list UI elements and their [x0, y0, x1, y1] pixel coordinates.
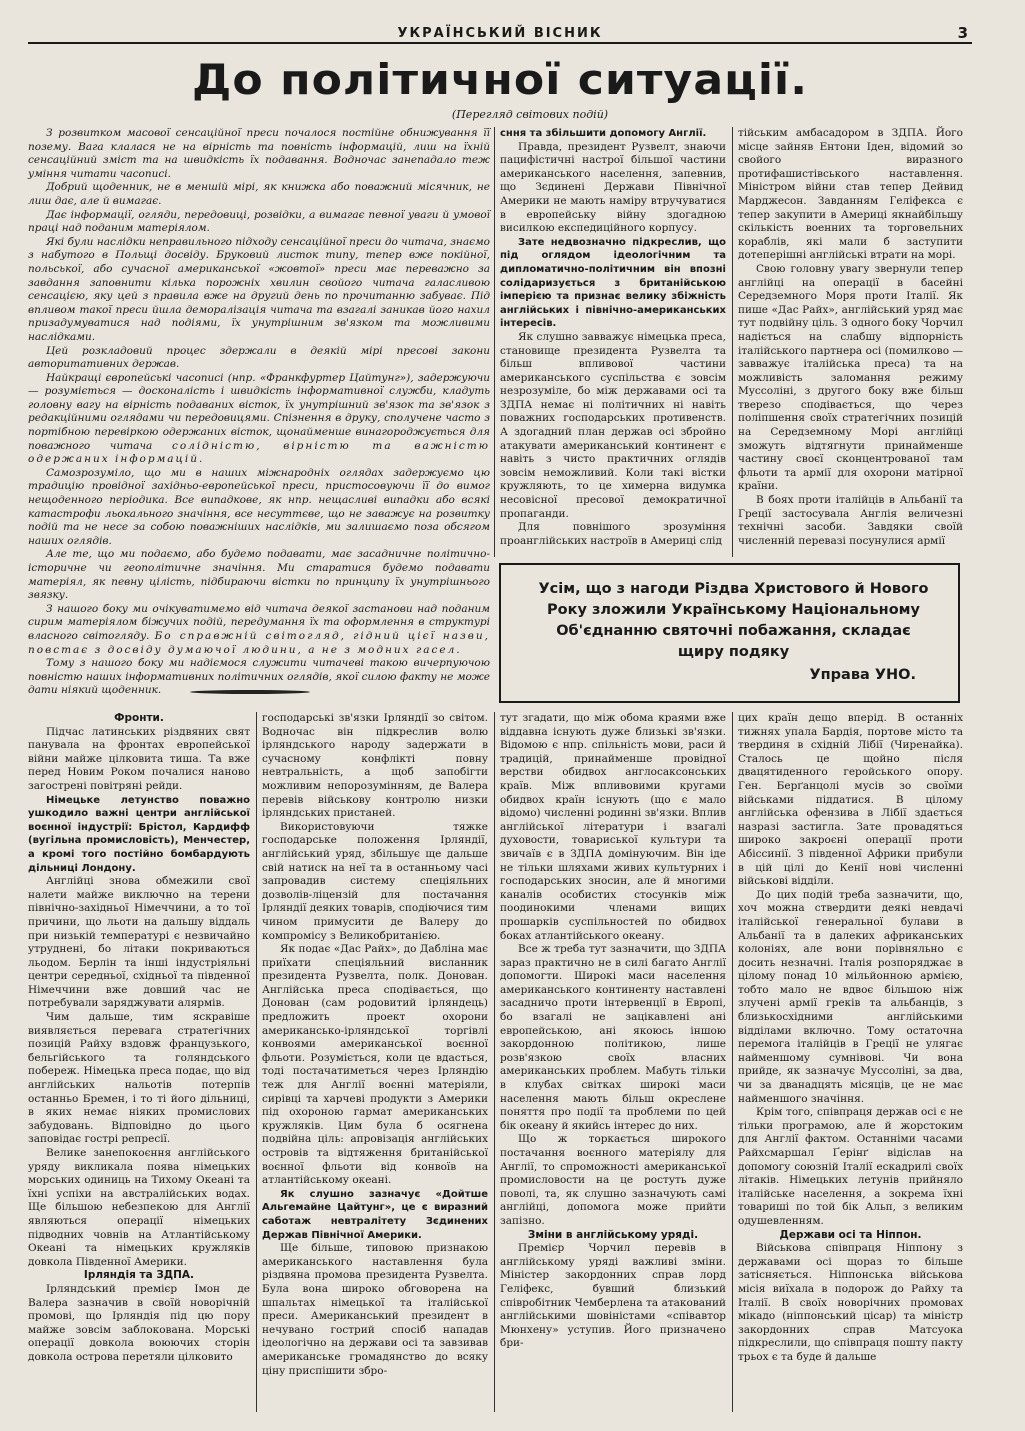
paragraph: господарські зв'язки Ірляндії зо світом. Водночас він підкреслив волю ірляндського народу задержати в сучасному конфлікті повну невтральність, а щоб запобігти можливим непорозумінням, де Валера перевів військову контролю низки ірляндських пристаней. — [262, 712, 488, 820]
paragraph: Свою головну увагу звернули тепер англійці на операції в басейні Середземного Моря проти Італії. Як пише «Дас Райх», англійський уряд має тут подвійну ціль. З одного боку Чорчил надіється на слабшу відпорність італійського партнера осі (помилково — завважує італійська преса) та на можливість заломання режиму Муссоліні, з другого боку вже більш тверезо сподівається, що через поліпшення своїх стратегічних позицій на Середземному Морі англійці зможуть відтягнути принайменше частину своєї сконцентрованої там фльоти та армії для охорони матірної країни. — [738, 262, 963, 493]
section-divider — [190, 690, 310, 694]
page-number: 3 — [957, 24, 968, 42]
column-rule — [732, 712, 733, 1412]
paragraph: Чим дальше, тим яскравіше виявляється перевага стратегічних позицій Райху вздовж французького, бельгійського та голяндського побереж. Німецька преса подає, що від англійських нальотів потерпів останньо Бремен, і то ті його дільниці, в яких немає ніяких промислових забудовань. Відповідно до цього заповідає гострі репресії. — [28, 1011, 250, 1146]
paragraph: Англійці знова обмежили свої налети майже виключно на терени північно-західньої Німеччини, а то тої причини, що льоти на дальшу віддаль при низькій температурі є незвичайно утруднені, бо літаки покриваються льодом. Берлін та інші індустріяльні центри середньої, східньої та південної Німеччини вже довший час не потребували заряджувати алярмів. — [28, 875, 250, 1010]
paragraph: Підчас латинських різдвяних свят панувала на фронтах европейської війни майже цілковита тишa. Та вже перед Новим Роком почалися наново загострені повітряні рейди. — [28, 725, 250, 792]
greeting-signature: Управа УНО. — [809, 667, 916, 683]
paragraph: Для повнішого зрозуміння проанглійських настроїв в Америці слід — [500, 521, 726, 547]
intro-paragraph: Тому з нашого боку ми надіємося служити читачеві такою вичерпуючою повністю наших інформативних політичних оглядів, якої силою факту не може дати ніякий щоденник. — [28, 657, 490, 697]
column-4-bottom — [738, 712, 963, 1417]
paragraph: тійським амбасадором в ЗДПА. Його місце зайняв Ентони Іден, відомий зо свойого виразного протифашистівського наставлення. Міністром війни став тепер Дейвид Марджесон. Завданням Геліфекса є тепер закупити в Америці якнайбільшу скількість военних та торговельних кораблів, які мали б заступити дотеперішні англійські втрати на морі. — [738, 127, 963, 262]
paragraph: Зате недвозначно підкреслив, що під оглядом ідеологічним та дипломатично-політичним він впозні солідаризується з британійською імперією та признає велику збіжність англійських і північно-американських інтересів. — [500, 236, 726, 330]
intro-paragraph: Найкращі європейські часописі (нпр. «Франкфуртер Цайтунг»), задержуючи — розуміється — досконалість і швидкість інформативної служби, кладуть головну вагу на вірність подаваних вісток, їх унутрішний зв'язок та зв'язок з редакційними оглядами чи передовицями. Спізнення в друку, сполучене часто з портібною перевіркою одержаних вісток, щонайменше винагороджується для поважного читача солідністю, вірністю та важністю одержаних інформацій. — [28, 371, 490, 466]
intro-paragraph: Цей розкладовий процес здержали в деякій мірі пресові закони авторитативних держав. — [28, 344, 490, 371]
section-title: Фронти. — [114, 712, 164, 724]
spaced-text: солідністю, вірністю та важністю одержаних інформацій. — [28, 439, 490, 466]
paragraph: тут згадати, що між обома краями вже віддавна існують дуже близькі зв'язки. Відомою є нпр. спільність мови, раси й традицій, принайменше провідної верстви обидвох англосаксонських країв. Між впливовими кругами обидвох країн існують (що є мало відомо) численні родинні зв'язки. Вплив англійської літератури і взагалі духовости, товариської культури та звичаїв є в ЗДПА домінуючим. Він іде не тільки шляхами живих культурних і господарських зносин, але й многими каналів особистих стосунків між поодинокими членами вищих прошарків суспільностей по обидвох боках атлантійського океану. — [500, 712, 726, 942]
greeting-box — [499, 563, 960, 703]
paragraph: Крім того, співпраця держав осі є не тільки програмою, але й жорстоким для Англії фактом. Останніми часами Райхсмаршал Ґерінґ відіслав на допомогу союзній Італії ескадрилі своїх літаків. Німецьких летунів прийняло італійське населення, а зокрема їхні товариші по той бік Альп, з великим одушевленням. — [738, 1106, 963, 1227]
intro-paragraph: Дає інформації, огляди, передовиці, розвідки, а вимагає певної уваги й умової праці над поданим матеріялом. — [28, 208, 490, 235]
paragraph: цих країн дещо вперід. В останніх тижнях упала Бардія, портове місто та твердиня в східній Лібії (Чиренайка). Сталось це щойно після двацятиденного геройського опору. Ген. Берґанцолі мусів зо своїми військами піддатися. В цілому англійська офензива в Лібії здається назразі застигла. Зате провадяться широко закроєні операції проти Абіссинії. З південної Африки прибули в цій цілі до Кенії нові численні військові відділи. — [738, 712, 963, 888]
paragraph: До цих подій треба зазначити, що, хоч можна ствердити деякі невдачі італійської генеральної булави в Альбанії та в далеких африканських колоніях, але вони порівняльно є досить незначні. Італія розпоряджає в цілому понад 10 мільйонною армією, тобто мало не вдвоє більшою ніж злучені армії греків та альбанців, з близькосхідними англійськими відділами включно. Тому остаточна перемога італійців в Греції не улягає найменшому сумнівові. Чи вона прийде, як зазначує Муссоліні, за два, чи за дванадцять місяців, це не має найменшого значіння. — [738, 888, 963, 1105]
column-3-top — [738, 127, 963, 557]
article-headline: До політичної ситуації. — [191, 55, 809, 104]
column-rule — [494, 712, 495, 1412]
section-title: Зміни в англійському уряді. — [527, 1228, 699, 1241]
column-2-bottom — [262, 712, 488, 1417]
intro-paragraph: Але те, що ми подаємо, або будемо подавати, має засадничне політично-історичне чи геополітичне значіння. Ми старатися будемо подавати матеріял, як певну цілість, підбираючи вістки по принципу їх унутрішнього звязку. — [28, 548, 490, 602]
paragraph: Військова співпраця Ніппону з державами осі щораз то більше затісняється. Ніппонська військова місія виїхала в подорож до Райху та Італії. В своїх новорічних промовах мікадо (ніппонський цісар) та міністр закордонних справ Матсуока підкреслили, що співпраця пошту пакту трьох є та буде й дальше — [738, 1242, 963, 1363]
paper-title: УКРАЇНСЬКИЙ ВІСНИК — [397, 26, 603, 41]
page-header — [28, 26, 972, 44]
paragraph: Ще більше, типовою признакою американського наставлення була різдвяна промова президента Рузвелта. Була вона широко обговорена на шпальтах німецької та італійської преси. Американський президент в нечувано гострий спосіб нападав ідеологічно на держави осі та завзивав американське громадянство до всяку ціну приспішити збро- — [262, 1242, 488, 1377]
column-rule — [732, 127, 733, 557]
column-rule — [494, 127, 495, 557]
paragraph: Як слушно завважує німецька преса, становище президента Рузвелта та більш впливової частини американського суспільства є зовсім незрозуміле, бо між державами осі та ЗДПА немає ні політичних ні навіть поважних господарських противенств. А здогадний план держав осі збройно атакувати американський континент є навіть з чисто практичних оглядів зовсім неможливий. Коли такі вістки кружляють, то це химерна видумка несовісної пресової демократичної пропаганди. — [500, 330, 726, 520]
greeting-message: Усім, що з нагоди Різдва Христового й Нового Року зложили Українському Національному Об'єднанню святочні побажання, складає щиру подяку — [538, 581, 929, 660]
article-subtitle: (Перегляд світових подій) — [451, 108, 609, 121]
paragraph: Правда, президент Рузвелт, знаючи пацифістичні настрої більшої частини американського населення, запевнив, що Зєдинені Держави Північної Америки не мають наміру втручуватися в европейську війну здогадною висилкою експедиційного корпусу. — [500, 140, 726, 235]
intro-paragraph: З розвитком масової сенсаційної преси почалося постійне обнижування її позему. Вага клалася не на вірність та повність інформацій, лиш на їхній сенсаційний зміст та на швидкість їх подавання. Водночас занепадало теж уміння читати часописі. — [28, 127, 490, 180]
section-title: Держави осі та Ніппон. — [779, 1228, 922, 1241]
paragraph: В боях проти італійців в Альбанії та Греції застосувала Англія величезні технічні засоби. Завдяки своїй численній перевазі посунулися армії — [738, 494, 963, 547]
column-2-top — [500, 127, 726, 557]
paragraph: Використовуючи тяжке господарське положення Ірляндії, англійський уряд, збільшує ще дальше свій натиск на неї та в останньому часі запровадив систему спеціяльних дозволів-ліцензій для постачання Ірляндії деяких товарів, сподіючися тим чином примусити де Валеру до компромісу з Великобританією. — [262, 820, 488, 942]
paragraph: сння та збільшити допомогу Англії. — [500, 128, 707, 139]
intro-paragraph: Самозрозуміло, що ми в наших міжнародніх оглядах задержуємо цю традицію провідної західньо-европейської преси, пристосовуючи її до вимог нещоденного періодика. Все випадкове, як нпр. нещасливі випадки або всякі катастрофи льокального значіння, все несуттєве, що не заважує на розвитку подій та не несе за собою поважніших наслідків, ми залишаємо поза обсягом наших оглядів. — [28, 466, 490, 547]
intro-paragraph: Добрий щоденник, не в меншій мірі, як книжка або поважний місячник, не лиш дає, але й вимагає. — [28, 181, 490, 207]
section-title: Ірляндія та ЗДПА. — [83, 1269, 195, 1282]
column-rule — [256, 712, 257, 1412]
column-1-bottom — [28, 712, 250, 1417]
paragraph: Німецьке летунство поважно ушкодило важні центри англійської воєнної індустрії: Брістол, Кардифф (вугільна промисловість), Менчестер, а кромі того постійно бомбардують дільниці Лондону. — [28, 794, 250, 874]
paragraph: Як подає «Дас Райх», до Дабліна має приїхати спеціяльний висланник президента Рузвелта, полк. Донован. Англійська преса сподівається, що Донован (сам родовитий ірляндець) предложить проект охорони американсько-ірляндської торгівлі конвоями американської воєнної фльоти. Розуміється, коли це вдасться, тоді постачатиметься через Ірляндію теж для Англії воєнні матеріяли, сирівці та харчеві продукти з Америки під охороною гармат американських кружляків. Цим була б осягнена подвійна ціль: апровізація англійських островів та відтяження британійської воєнної фльоти від конвоїв на атлантійському океані. — [262, 943, 488, 1187]
intro-paragraph: Які були наслідки неправильного підходу сенсаційної преси до читача, знаємо з набутого в Польщі досвіду. Бруковий листок типу, тепер вже покійної, польської, або сучасної американської «жовтої» преси має переважно за завдання заповнити кілька порожніх хвилин свойого читача галасливою сенсацією, яку цей з правила вже на другий день по прочитанню забуває. Під впливом такої преси йшла деморалізація читача та взагалі заникав його нахил призадумуватися над подіями, їх унутрішним зв'язком та можливими наслідками. — [28, 235, 490, 343]
intro-paragraph: З нашого боку ми очікуватимемо від читача деякої застанови над поданим сирим матеріялом біжучих подій, передумання їх та оформлення в структурі власного світогляду. Бо справжній світогляд, гідний цієї назви, повстає з досвіду думаючої людини, а не з модних гасел. — [28, 602, 490, 656]
paragraph: Все ж треба тут зазначити, що ЗДПА зараз практично не в силі багато Англії допомогти. Широкі маси населення американського континенту наставлені засадничо проти інтервенції в Европі, бо взагалі не зацікавлені ані европейською, ані якоюсь іншою закордонною політикою, лише розв'язкою своїх власних американських проблем. Мабуть тільки в клубах світках широкі маси населення мають більш окреслене поняття про події та проблеми по цей бік океану й якийсь інтерес до них. — [500, 943, 726, 1132]
paragraph: Ірляндський премієр Імон де Валера зазначив в своїй новорічній промові, що Ірляндія під цю пору майже зовсім заблокована. Морські операції довкола воюючих сторін довкола острова перетяли цілковито — [28, 1282, 250, 1363]
column-3-bottom — [500, 712, 726, 1417]
paragraph: Премієр Чорчил перевів в англійському уряді важливі зміни. Міністер закордонних справ лорд Геліфекс, бувший близький співробітник Чемберлена та атакований англійськими шовіністами «співавтор Мюнхену» уступив. Його призначено бри- — [500, 1242, 726, 1350]
paragraph: Що ж торкається широкого постачання воєнного матеріялу для Англії, то спроможності американської промисловости на це ростуть дуже поволі, та, як слушно зазначують самі англійці, допомога може прийти запізно. — [500, 1133, 726, 1227]
intro-column — [28, 127, 490, 697]
paragraph: Як слушно зазначує «Дойтше Альгемайне Цайтунг», це є виразний саботаж невтралітету Зєдинених Держав Північної Америки. — [262, 1188, 488, 1241]
paragraph: Велике занепокоєння англійського уряду викликала поява німецьких морських одиниць на Тихому Океані та їхні успіхи на австралійських водах. Ще більшою небезпекою для Англії являються операції німецьких підводних човнів на Атлантійському Океані та німецьких кружляків довкола Південної Америки. — [28, 1147, 250, 1268]
spaced-text: Бо справжній світогляд, гідний цієї назви, повстає з досвіду думаючої людини, а не з модних гасел. — [28, 629, 490, 656]
